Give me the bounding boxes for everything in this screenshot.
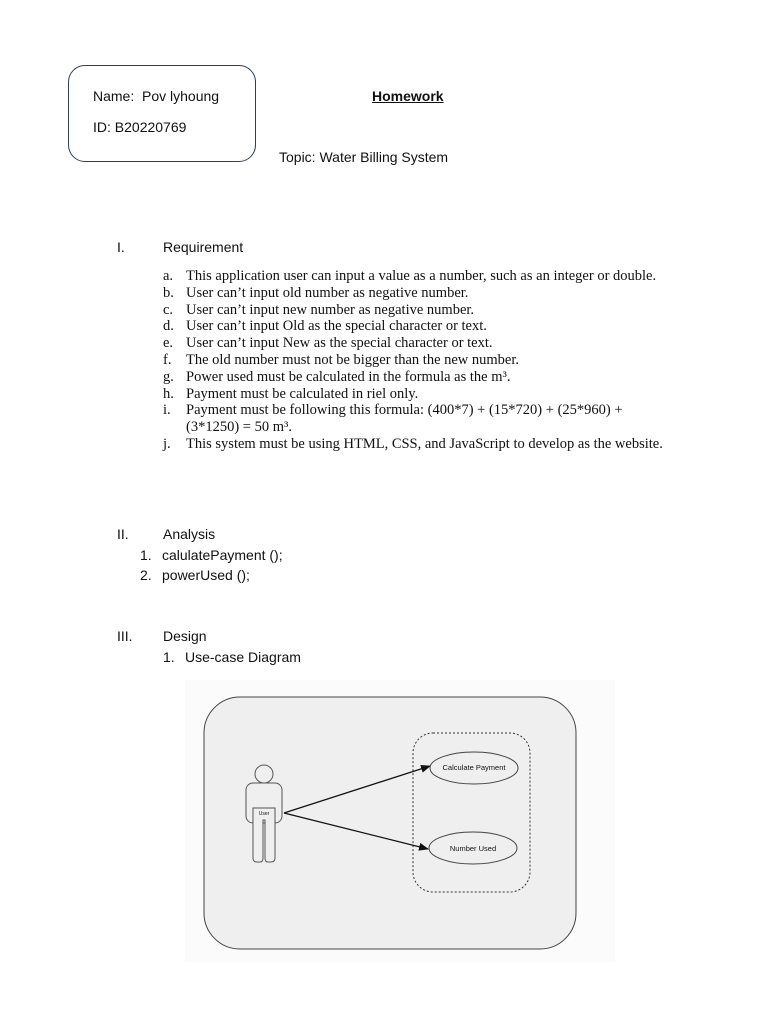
section-2-title: Analysis: [163, 526, 216, 542]
requirement-letter: c.: [163, 301, 174, 318]
design-number: 1.: [163, 649, 175, 665]
requirement-letter: b.: [163, 284, 174, 301]
requirement-text: User can’t input Old as the special character or text.: [186, 318, 487, 335]
name-label: Name:: [93, 88, 135, 104]
requirement-letter: a.: [163, 268, 174, 284]
analysis-number: 2.: [140, 567, 152, 583]
id-value: B20220769: [114, 119, 187, 135]
requirement-text: The old number must not be bigger than the new number.: [186, 351, 520, 368]
analysis-text: calulatePayment ();: [162, 547, 283, 563]
requirement-text: User can’t input old number as negative number.: [186, 284, 469, 301]
section-1-numeral: I.: [117, 239, 125, 255]
actor-label: User: [258, 811, 270, 817]
requirement-letter: h.: [163, 385, 174, 402]
use-case-number-used-label: Number Used: [449, 844, 497, 853]
section-3-numeral: III.: [117, 628, 133, 644]
section-1-title: Requirement: [163, 239, 244, 255]
requirement-text: This system must be using HTML, CSS, and JavaScript to develop as the website.: [186, 435, 663, 452]
requirement-text: User can’t input New as the special character or text.: [186, 335, 493, 352]
requirement-letter: f.: [163, 351, 172, 368]
id-label: ID:: [93, 119, 111, 135]
requirement-letter: i.: [163, 402, 171, 419]
requirement-text: This application user can input a value as a number, such as an integer or double.: [186, 268, 657, 284]
requirement-text: Payment must be following this formula: (400*7) + (15*720) + (25*960) + (3*1250) = 50 m³.: [186, 402, 623, 436]
topic-line: Topic: Water Billing System: [279, 149, 449, 165]
design-text: Use-case Diagram: [185, 649, 301, 665]
analysis-number: 1.: [140, 547, 152, 563]
requirement-letter: g.: [163, 368, 174, 385]
requirement-letter: d.: [163, 318, 174, 335]
analysis-text: powerUsed ();: [162, 567, 250, 583]
section-3-title: Design: [163, 628, 207, 644]
requirement-letter: e.: [163, 335, 174, 352]
requirement-text: Power used must be calculated in the formula as the m³.: [186, 368, 511, 385]
name-value: Pov lyhoung: [142, 88, 220, 104]
use-case-calculate-payment-label: Calculate Payment: [442, 763, 506, 772]
section-2-numeral: II.: [117, 526, 129, 542]
requirement-text: User can’t input new number as negative number.: [186, 301, 475, 318]
requirement-letter: j.: [163, 435, 171, 452]
homework-title: Homework: [372, 88, 444, 104]
requirement-text: Payment must be calculated in riel only.: [186, 385, 419, 402]
